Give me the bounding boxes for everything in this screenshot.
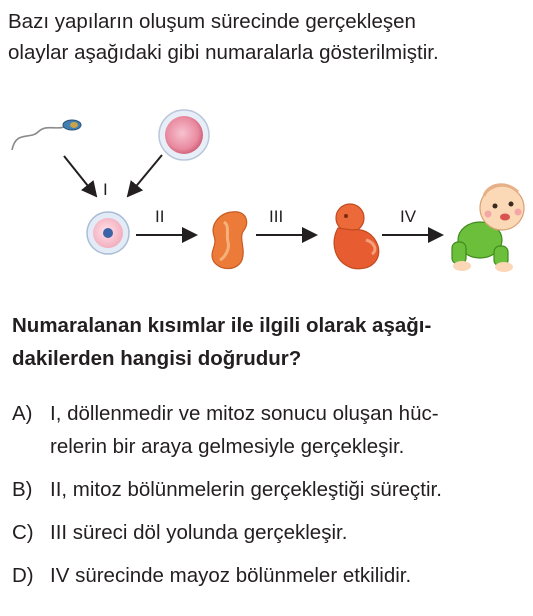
early-embryo-icon <box>212 212 247 269</box>
question-line-1: Numaralanan kısımlar ile ilgili olarak aşağı- <box>12 314 432 337</box>
option-d[interactable] <box>12 560 527 592</box>
fetus-icon <box>334 204 379 269</box>
arrow-sperm-to-zygote <box>64 156 96 196</box>
arrow-egg-to-zygote <box>128 155 162 196</box>
label-I: I <box>103 180 108 199</box>
label-III: III <box>269 207 284 226</box>
option-a-line-2: relerin bir araya gelmesiyle gerçekleşir. <box>50 435 405 458</box>
option-a-line-1: I, döllenmedir ve mitoz sonucu oluşan hüc- <box>50 402 439 425</box>
question-line-2: dakilerden hangisi doğrudur? <box>12 347 302 370</box>
option-b-key: B) <box>12 478 33 501</box>
intro-text <box>8 6 528 68</box>
option-a[interactable] <box>12 398 527 463</box>
sperm-icon <box>12 120 81 150</box>
label-II: II <box>155 207 165 226</box>
answer-options <box>12 398 527 603</box>
zygote-icon <box>87 212 129 254</box>
option-c-key: C) <box>12 521 34 544</box>
egg-cell-icon <box>159 110 209 160</box>
option-b-text: II, mitoz bölünmelerin gerçekleştiği süreçtir. <box>50 478 442 501</box>
baby-icon <box>452 185 524 272</box>
option-c[interactable] <box>12 517 527 549</box>
option-d-key: D) <box>12 564 34 587</box>
question-text <box>12 309 527 375</box>
intro-line-1: Bazı yapıların oluşum sürecinde gerçekleşen <box>8 10 416 33</box>
intro-line-2: olaylar aşağıdaki gibi numaralarla gösterilmiştir. <box>8 41 439 64</box>
label-IV: IV <box>400 207 417 226</box>
option-a-key: A) <box>12 402 33 425</box>
option-d-text: IV sürecinde mayoz bölünmeler etkilidir. <box>50 564 412 587</box>
option-c-text: III süreci döl yolunda gerçekleşir. <box>50 521 348 544</box>
development-figure <box>0 100 533 290</box>
option-b[interactable] <box>12 474 527 506</box>
